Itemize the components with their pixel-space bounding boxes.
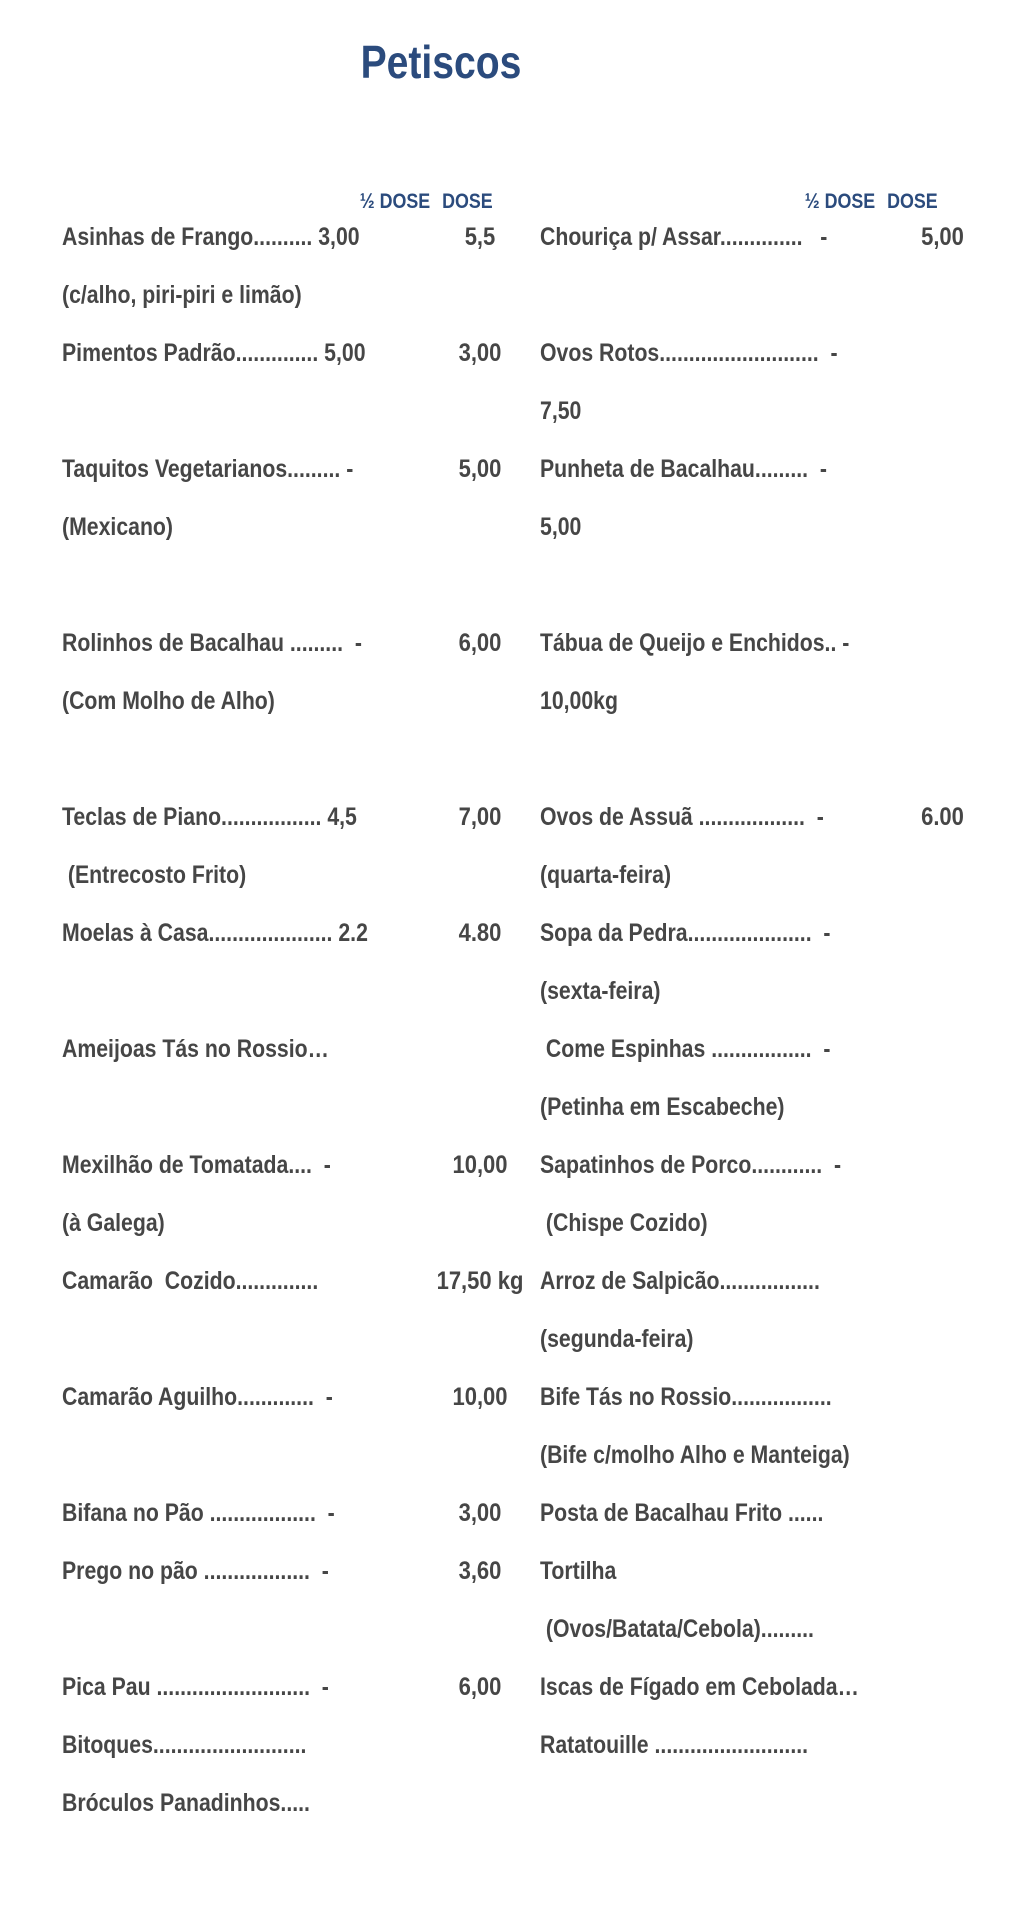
- right-dose-value: 6.00: [921, 802, 964, 831]
- right-item-text: Posta de Bacalhau Frito ......: [540, 1498, 824, 1527]
- left-item-text: Prego no pão .................. -: [62, 1556, 329, 1585]
- menu-line: [0, 1194, 1036, 1252]
- menu-line: [0, 1716, 1036, 1774]
- menu-line: [0, 730, 1036, 788]
- right-item-text: (quarta-feira): [540, 860, 672, 889]
- right-item-text: Iscas de Fígado em Cebolada…: [540, 1672, 859, 1701]
- right-item-text: (sexta-feira): [540, 976, 661, 1005]
- right-item-text: Punheta de Bacalhau......... -: [540, 454, 827, 483]
- left-item-text: Rolinhos de Bacalhau ......... -: [62, 628, 362, 657]
- right-item-text: Tortilha: [540, 1556, 617, 1585]
- menu-line: [0, 1426, 1036, 1484]
- left-dose-value: 3,00: [458, 338, 502, 367]
- left-item-text: Pica Pau .......................... -: [62, 1672, 329, 1701]
- menu-line: [0, 382, 1036, 440]
- left-dose-value: 6,00: [458, 628, 502, 657]
- right-item-text: Chouriça p/ Assar.............. -: [540, 222, 828, 251]
- menu-line: [0, 962, 1036, 1020]
- left-dose-value: 5,5: [464, 222, 496, 251]
- menu-line: [0, 1020, 1036, 1078]
- right-item-text: 7,50: [540, 396, 582, 425]
- menu-line: [0, 904, 1036, 962]
- left-item-text: Teclas de Piano................. 4,5: [62, 802, 357, 831]
- left-item-text: (c/alho, piri-piri e limão): [62, 280, 302, 309]
- right-item-text: Ovos Rotos........................... -: [540, 338, 838, 367]
- menu-line: [0, 1368, 1036, 1426]
- menu-line: [0, 440, 1036, 498]
- right-item-text: Ratatouille ..........................: [540, 1730, 809, 1759]
- menu-line: [0, 1310, 1036, 1368]
- menu-line: [0, 1600, 1036, 1658]
- left-item-text: (Com Molho de Alho): [62, 686, 275, 715]
- left-item-text: Mexilhão de Tomatada.... -: [62, 1150, 331, 1179]
- left-item-text: Ameijoas Tás no Rossio…: [62, 1034, 329, 1063]
- menu-line: [0, 498, 1036, 556]
- menu-line: [0, 1136, 1036, 1194]
- menu-line: [0, 324, 1036, 382]
- price-column-headers: [0, 142, 1036, 213]
- left-dose-value: 5,00: [458, 454, 502, 483]
- right-dose-value: 5,00: [921, 222, 964, 251]
- right-item-text: 10,00kg: [540, 686, 618, 715]
- left-dose-value: 3,00: [458, 1498, 502, 1527]
- left-item-text: Camarão Aguilho............. -: [62, 1382, 333, 1411]
- menu-line: [0, 1542, 1036, 1600]
- left-item-text: (Mexicano): [62, 512, 174, 541]
- right-item-text: Come Espinhas ................. -: [540, 1034, 831, 1063]
- right-item-text: Sopa da Pedra..................... -: [540, 918, 831, 947]
- menu-rows: [0, 208, 1036, 1832]
- left-dose-value: 6,00: [458, 1672, 502, 1701]
- left-item-text: Pimentos Padrão.............. 5,00: [62, 338, 366, 367]
- menu-line: [0, 556, 1036, 614]
- right-item-text: Sapatinhos de Porco............ -: [540, 1150, 842, 1179]
- left-item-text: Camarão Cozido..............: [62, 1266, 319, 1295]
- right-item-text: (Chispe Cozido): [540, 1208, 708, 1237]
- right-item-text: Bife Tás no Rossio.................: [540, 1382, 832, 1411]
- menu-line: [0, 788, 1036, 846]
- menu-line: [0, 1774, 1036, 1832]
- menu-title: Petiscos: [360, 36, 522, 88]
- menu-line: [0, 672, 1036, 730]
- left-item-text: (Entrecosto Frito): [62, 860, 247, 889]
- left-dose-value: 10,00: [452, 1382, 508, 1411]
- right-item-text: 5,00: [540, 512, 582, 541]
- left-item-text: Asinhas de Frango.......... 3,00: [62, 222, 360, 251]
- left-item-text: Bitoques..........................: [62, 1730, 307, 1759]
- left-item-text: Moelas à Casa..................... 2.2: [62, 918, 368, 947]
- left-dose-value: 17,50 kg: [436, 1266, 524, 1295]
- dose-header-right: DOSE: [887, 190, 938, 213]
- left-dose-value: 4.80: [458, 918, 502, 947]
- dose-header-left: DOSE: [442, 190, 493, 213]
- left-item-text: Bifana no Pão .................. -: [62, 1498, 335, 1527]
- left-item-text: Bróculos Panadinhos.....: [62, 1788, 310, 1817]
- left-dose-value: 3,60: [458, 1556, 502, 1585]
- half-dose-header-right: ½ DOSE: [804, 190, 876, 213]
- menu-line: [0, 1078, 1036, 1136]
- left-dose-value: 10,00: [452, 1150, 508, 1179]
- menu-line: [0, 1252, 1036, 1310]
- right-item-text: Ovos de Assuã .................. -: [540, 802, 824, 831]
- right-item-text: Tábua de Queijo e Enchidos.. -: [540, 628, 850, 657]
- menu-line: [0, 1484, 1036, 1542]
- menu-line: [0, 266, 1036, 324]
- menu-line: [0, 846, 1036, 904]
- right-item-text: (Ovos/Batata/Cebola).........: [540, 1614, 814, 1643]
- right-item-text: (segunda-feira): [540, 1324, 694, 1353]
- right-item-text: (Petinha em Escabeche): [540, 1092, 785, 1121]
- left-item-text: Taquitos Vegetarianos......... -: [62, 454, 354, 483]
- right-item-text: (Bife c/molho Alho e Manteiga): [540, 1440, 850, 1469]
- menu-line: [0, 1658, 1036, 1716]
- left-item-text: (à Galega): [62, 1208, 165, 1237]
- half-dose-header-left: ½ DOSE: [359, 190, 431, 213]
- menu-line: [0, 614, 1036, 672]
- left-dose-value: 7,00: [458, 802, 502, 831]
- right-item-text: Arroz de Salpicão.................: [540, 1266, 820, 1295]
